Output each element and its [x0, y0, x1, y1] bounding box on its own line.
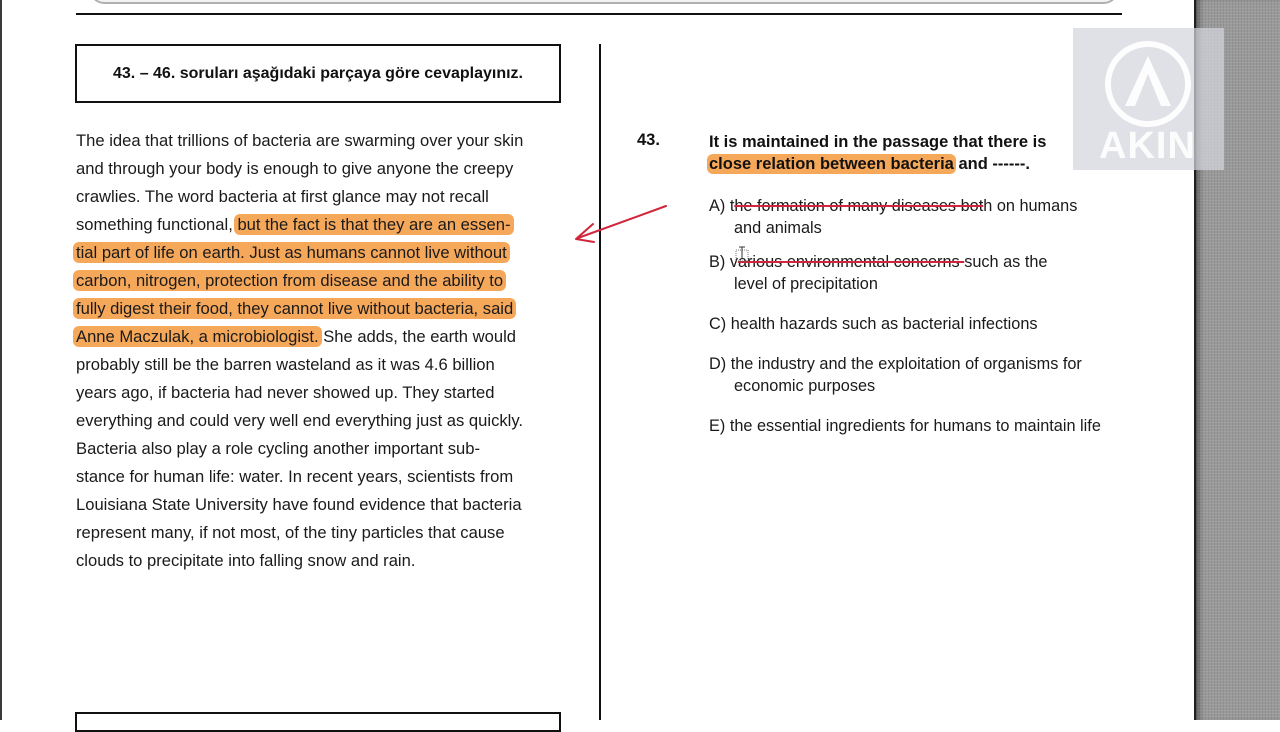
- option-a-strikethrough: he formation of many diseases bot: [734, 197, 984, 215]
- option-b-continuation: level of precipitation: [734, 275, 878, 293]
- option-d-continuation: economic purposes: [734, 377, 876, 395]
- passage-line: [76, 435, 576, 463]
- passage-text: She adds, the earth would: [323, 327, 516, 346]
- question-stem: [709, 131, 1129, 175]
- option-a-post: h on humans: [983, 197, 1078, 215]
- option-d-text: the industry and the exploitation of organisms for: [730, 355, 1082, 373]
- text-cursor-icon: [735, 246, 751, 262]
- option-b-strikethrough: arious environmental concerns: [737, 253, 965, 271]
- passage-line: [76, 407, 576, 435]
- question-stem-rest: and ------.: [958, 155, 1030, 173]
- option-c-letter: C): [709, 315, 731, 333]
- passage-line: [76, 519, 576, 547]
- passage-text: years ago, if bacteria had never showed up. They started: [76, 383, 495, 402]
- option-a-continuation: and animals: [734, 219, 822, 237]
- option-b-pre: v: [729, 253, 738, 271]
- option-a-pre: t: [729, 197, 735, 215]
- passage-text: something functional,: [76, 215, 233, 234]
- option-e-text: the essential ingredients for humans to maintain life: [729, 417, 1101, 435]
- top-frame-edge: [90, 0, 1118, 4]
- next-instruction-box: [75, 712, 561, 732]
- option-c-text: health hazards such as bacterial infections: [730, 315, 1038, 333]
- passage-line: [76, 239, 576, 267]
- passage-line: [76, 155, 576, 183]
- option-e-letter: E): [709, 417, 730, 435]
- passage-text: crawlies. The word bacteria at first glance may not recall: [76, 187, 489, 206]
- option-d-letter: D): [709, 355, 731, 373]
- option-d[interactable]: [709, 353, 1082, 397]
- passage-text: everything and could very well end everything just as quickly.: [76, 411, 524, 430]
- passage-line: [76, 463, 576, 491]
- passage-text: The idea that trillions of bacteria are swarming over your skin: [76, 131, 524, 150]
- akin-logo: [1073, 28, 1224, 170]
- option-a[interactable]: [709, 195, 1077, 239]
- passage-line: [76, 491, 576, 519]
- instruction-text: 43. – 46. soruları aşağıdaki parçaya göre cevaplayınız.: [113, 64, 523, 82]
- passage-line: [76, 379, 576, 407]
- highlighted-text: fully digest their food, they cannot live without bacteria, said: [73, 298, 516, 319]
- option-a-letter: A): [709, 197, 730, 215]
- passage-line: [76, 127, 576, 155]
- highlighted-text: carbon, nitrogen, protection from disease and the ability to: [73, 270, 506, 291]
- passage-line: [76, 323, 576, 351]
- highlighted-text: tial part of life on earth. Just as humans cannot live without: [73, 242, 510, 263]
- passage-line: [76, 211, 576, 239]
- option-b-post: such as the: [964, 253, 1048, 271]
- passage-text: represent many, if not most, of the tiny particles that cause: [76, 523, 505, 542]
- option-b-letter: B): [709, 253, 730, 271]
- red-arrow-annotation-icon: [568, 200, 672, 248]
- option-c[interactable]: [709, 313, 1038, 335]
- logo-text: AKIN: [1099, 125, 1196, 167]
- passage-text: probably still be the barren wasteland as it was 4.6 billion: [76, 355, 495, 374]
- passage-text: Bacteria also play a role cycling another important sub-: [76, 439, 480, 458]
- question-stem-highlight: close relation between bacteria: [709, 155, 954, 173]
- passage-line: [76, 183, 576, 211]
- passage-line: [76, 295, 576, 323]
- passage-line: [76, 547, 576, 575]
- column-divider: [599, 44, 601, 720]
- option-b[interactable]: [709, 251, 1047, 295]
- passage-text: clouds to precipitate into falling snow and rain.: [76, 551, 416, 570]
- question-number: 43.: [637, 131, 660, 149]
- top-rule: [76, 13, 1122, 15]
- reading-passage: [76, 127, 576, 575]
- passage-text: stance for human life: water. In recent years, scientists from: [76, 467, 514, 486]
- passage-text: Louisiana State University have found evidence that bacteria: [76, 495, 522, 514]
- passage-line: [76, 267, 576, 295]
- option-e[interactable]: [709, 415, 1101, 437]
- highlighted-text: but the fact is that they are an essen-: [234, 214, 513, 235]
- question-stem-line1: It is maintained in the passage that there is: [709, 133, 1047, 151]
- passage-text: and through your body is enough to give anyone the creepy: [76, 159, 514, 178]
- highlighted-text: Anne Maczulak, a microbiologist.: [73, 326, 322, 347]
- instruction-box: [75, 44, 561, 103]
- passage-line: [76, 351, 576, 379]
